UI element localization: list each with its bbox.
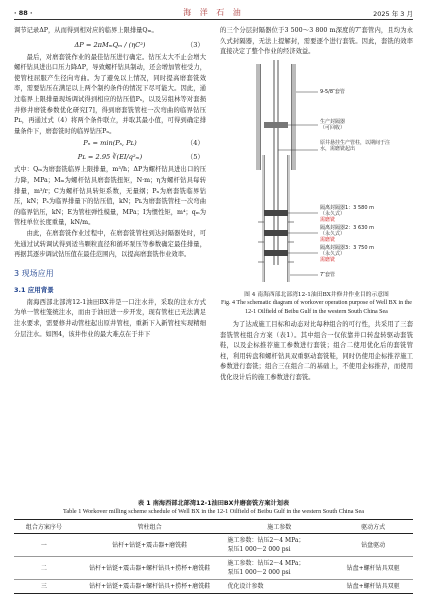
equation-number: （4）	[186, 139, 204, 148]
label-isolation-packer-2: 隔离封隔器2：3 630 m （永久式）	[320, 224, 374, 237]
caption-zh: 图 4 南海西部北部湾12-1油田BX井修井作业目的示意图	[244, 291, 389, 298]
scheme-drive: 钻盘驱动	[333, 534, 413, 557]
label-isolation-packer-1: 隔离封隔器1：3 580 m （永久式）	[320, 204, 374, 217]
equation-5	[14, 149, 206, 165]
scheme-drive: 钻盘+螺杆钻具双驱	[333, 580, 413, 594]
label-casing-958: 9-5/8″套管	[320, 88, 345, 95]
scheme-id: 一	[14, 534, 74, 557]
equation-3	[14, 37, 206, 53]
scheme-string: 钻杆+钻铤+震击器+磨铣鞋	[74, 534, 226, 557]
figure-caption	[220, 291, 413, 316]
column-header: 施工参数	[225, 520, 333, 534]
caption-en: Fig. 4 The schematic diagram of workover operation purpose of Well BX in the 12-1 Oilfield of Beibu Gulf in the western South China Sea	[221, 300, 412, 315]
label-hanger-string: 原井悬挂生产管柱，以期间于注水，需磨铣起出	[320, 139, 391, 152]
scheme-string: 钻杆+钻铤+震击器+螺杆钻具+捞杯+磨铣鞋	[74, 557, 226, 580]
equation-4	[14, 137, 206, 149]
journal-title: 海 洋 石 油	[183, 8, 244, 17]
label-casing-7: 7″套管	[320, 271, 336, 278]
table-row	[14, 580, 413, 594]
table-caption-zh: 表 1 南海西部北部湾12-1油田BX井磨套铣方案计划表	[137, 500, 290, 507]
paragraph: 最后，对磨套铣作业的最佳钻压进行确定。钻压太大不止会增大螺杆钻具进出口压力降ΔP，导致螺杆钻具制动，还会增加管柱受力，使管柱屈服产生径向弯曲。为了避免以上情况，同时提高磨套铣效率，需要钻压在满足以上两个制约条件的情况下尽可能大。因此，通过临界上限排量现场调试得到相应的钻压值Pₛ，以及另组林等对套损井修井磨铣参数优化研究[7]，得到磨套铣管柱一次弯曲的临界钻压Pʟ，再通过式（4）将两个条件联立，并取其最小值，可得到确定排量条件下，磨套铣时的临界钻压Pₙ。	[14, 53, 206, 135]
page-header	[14, 6, 413, 20]
table-caption	[14, 500, 413, 516]
equation-text: ΔP = 2πMₘQₘ / (ηC²)	[74, 40, 146, 49]
column-header: 驱动方式	[333, 520, 413, 534]
paragraph: 为了达成施工目标和动态对比每种组合的可行性，共采用了三套套铣管柱组合方案（表1）。其中组合一仅依靠井口转盘转驱动套铣鞋，以及企标推荐施工参数进行套铣；组合二使用优化后的套铣管柱，利用转盘和螺杆钻具双重驱动套铣鞋，同时仍使用企标推荐施工参数进行套铣；组合三在组合二的基础上，不使用企标推荐，而使用优化设计后的施工参数进行套铣。	[220, 321, 413, 381]
scheme-string: 钻杆+钻铤+震击器+螺杆钻具+捞杯+磨铣鞋	[74, 580, 226, 594]
scheme-params: 优化设计参数	[225, 580, 333, 594]
column-header: 组合方案序号	[14, 520, 74, 534]
scheme-params: 施工参数：钻压2～4 MPa； 泵压1 000～2 000 psi	[225, 557, 333, 580]
equation-number: （5）	[186, 153, 204, 162]
paragraph: 由此，在磨套铣作业过程中，在磨套铣管柱到达封隔器处时，可先通过试转调试得到适当颗粒直径和循环泵压等参数确定最佳排量，再据其逐步调试钻压值在最佳范围内，以提高磨套铣作业效率。	[14, 229, 206, 259]
subsection-heading: 3.1 应用背景	[14, 286, 54, 295]
label-needs-milling: 需磨铣	[320, 236, 336, 243]
header-rule	[14, 19, 413, 20]
page-number: · 88 ·	[14, 9, 33, 17]
equation-text: Pₙ = min(Pₛ, Pʟ)	[83, 139, 137, 148]
label-needs-milling: 需磨铣	[320, 216, 336, 223]
paragraph: 调节记录ΔP，从而得到相对应的临界上限排量Qₘ。	[14, 27, 158, 34]
wellbore-diagram	[220, 60, 413, 288]
label-production-packer: 生产封隔器 （可回收）	[320, 118, 346, 131]
equation-number: （3）	[186, 40, 204, 49]
scheme-id: 二	[14, 557, 74, 580]
paragraph: 南海西部北部湾12-1油田BX井是一口注水井，采取的注水方式为单一管柱笼统注水，而由于油田进一步开发，现有管柱已无法满足注水要求，需要修井动管柱起出原井管柱，重新下入新管柱实现精细分层注水。如图4，该井作业的最大难点在于井下	[14, 298, 206, 338]
issue-date: 2025 年 3 月	[373, 10, 413, 18]
right-column	[220, 26, 413, 384]
scheme-params: 施工参数：钻压2～4 MPa； 泵压1 000～2 000 psi	[225, 534, 333, 557]
table-row	[14, 557, 413, 580]
scheme-id: 三	[14, 580, 74, 594]
table-1	[14, 500, 413, 594]
label-needs-milling: 需磨铣	[320, 256, 336, 263]
figure-4	[220, 60, 413, 288]
paragraph: 式中：Qₘ为磨套铣临界上限排量，m³/h；ΔP为螺杆钻具进出口的压力降，MPa；Mₘ为螺杆钻具磨套铣扭矩，N·m；η为螺杆钻具每转排量，m³/r；C为螺杆钻具转矩系数，无量纲；Pₙ为磨套铣临界钻压，kN；Pₛ为临界排量下的钻压值，kN；Pʟ为磨套铣管柱一次弯曲的临界钻压，kN；E为管柱弹性模量，MPa；I为惯性矩，m⁴；qₘ为管柱单位长度重量，kN/m。	[14, 166, 206, 227]
left-column	[14, 26, 206, 340]
label-isolation-packer-3: 隔离封隔器3：3 750 m （永久式）	[320, 244, 374, 257]
paragraph: 的三个分层封隔器位于3 500～3 800 m深度的7″套管内，且均为永久式封隔器，无法上提解封，需要逐个进行套铣。因此，套铣的效率直接决定了整个作业的经济效益。	[220, 27, 413, 56]
table-caption-en: Table 1 Workover milling scheme schedule of Well BX in the 12-1 Oilfield of Beibu Gulf in the western South China Sea	[63, 508, 364, 515]
equation-text: Pʟ = 2.95 ∛(EI/q²ₘ)	[77, 153, 143, 162]
table-row	[14, 534, 413, 557]
scheme-drive: 钻盘+螺杆钻具双驱	[333, 557, 413, 580]
scheme-table	[14, 519, 413, 594]
section-heading: 3 现场应用	[14, 268, 54, 278]
column-header: 管柱组合	[74, 520, 226, 534]
